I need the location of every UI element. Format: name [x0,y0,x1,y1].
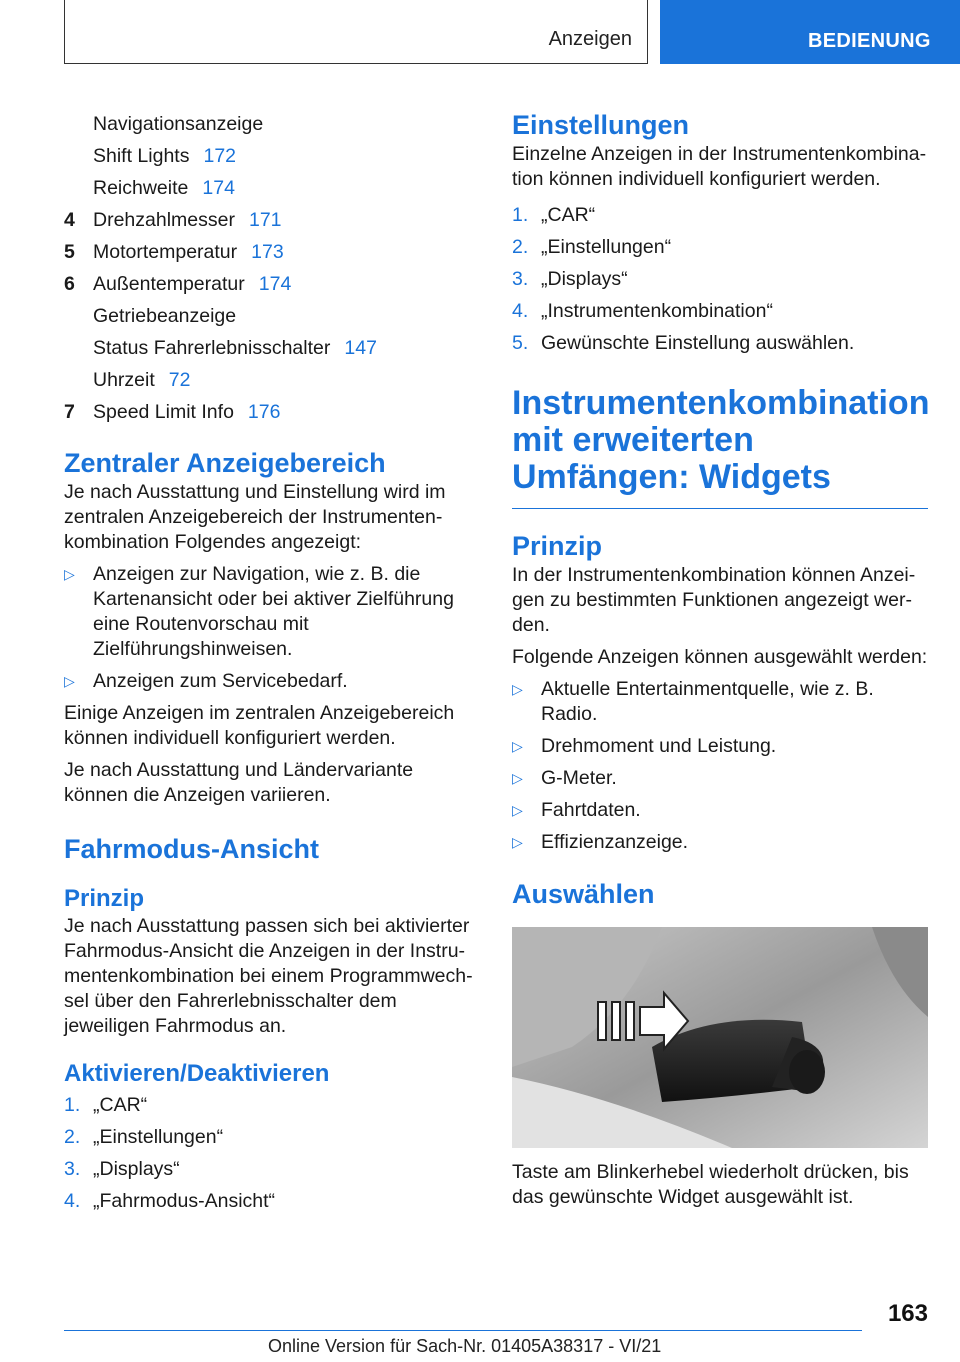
legend-item: Navigationsanzeige [93,113,264,135]
widget-bullet-list [512,677,928,855]
step-item: 2. „Einstellungen“ [64,1126,224,1148]
page-ref-link[interactable]: 173 [251,241,284,263]
folgende-text: Folgende Anzeigen können ausgewählt werden: [512,646,928,668]
list-item: ▷ Anzeigen zur Navigation, wie z. B. die Kartenansicht oder bei aktiver Zielführung eine Routenvorschau mit Zielführungshinweisen. [64,563,454,660]
triangle-bullet-icon: ▷ [512,834,523,850]
fahrmodus-heading: Fahrmodus-Ansicht [64,834,320,864]
triangle-bullet-icon: ▷ [512,770,523,786]
list-item: ▷ Fahrtdaten. [512,799,641,821]
page-ref-link[interactable]: 174 [202,177,235,199]
einstellungen-steps [512,199,928,359]
step-item: 2. „Einstellungen“ [512,236,672,258]
step-item: 5. Gewünschte Einstellung auswählen. [512,332,855,354]
list-item: ▷ Anzeigen zum Servicebedarf. [64,670,348,692]
triangle-bullet-icon: ▷ [512,738,523,754]
list-item: ▷ Drehmoment und Leistung. [512,735,777,757]
legend-item: Shift Lights 172 [64,140,480,172]
page-number: 163 [887,1300,928,1327]
step-item: 3. „Displays“ [512,268,628,290]
legend-item: 6 Außentemperatur 174 [64,268,480,300]
page-ref-link[interactable]: 72 [168,369,191,391]
prinzip-heading: Prinzip [64,885,145,912]
legend-list [64,108,480,428]
prinzip-text: Je nach Ausstattung passen sich bei aktivierter Fahrmodus-Ansicht die Anzeigen in der Instrumentenkombination bei einem Programmwechsel über den Fahrerlebnisschalter dem jeweiligen Fahrmodus an. [64,915,473,1037]
list-item: ▷ Aktuelle Entertainmentquelle, wie z. B. Radio. [512,678,874,725]
auswaehlen-heading: Auswählen [512,879,655,909]
einstellungen-text: Einzelne Anzeigen in der Instrumentenkombination können individuell konfiguriert werden. [512,143,927,190]
list-item: ▷ Effizienzanzeige. [512,831,689,853]
page-ref-link[interactable]: 171 [248,209,282,231]
zentral-paragraph: Einige Anzeigen im zentralen Anzeigebereich können individuell konfiguriert werden. [64,702,455,749]
zentral-intro: Je nach Ausstattung und Einstellung wird im zentralen Anzeigebereich der Instrumentenkombination Folgendes angezeigt: [64,481,446,553]
triangle-bullet-icon: ▷ [64,673,75,689]
turn-signal-lever-image [512,927,928,1148]
list-item: ▷ G-Meter. [512,767,617,789]
step-item: 3. „Displays“ [64,1158,180,1180]
aktivieren-heading: Aktivieren/Deaktivieren [64,1060,330,1087]
legend-item: Status Fahrerlebnisschalter 147 [64,332,480,364]
legend-item: Uhrzeit 72 [64,364,480,396]
step-item: 4. „Fahrmodus-Ansicht“ [64,1190,276,1212]
prinzip-text-right: In der Instrumentenkombination können Anzeigen zu bestimmten Funktionen angezeigt werden. [512,564,916,636]
legend-item: Reichweite 174 [64,172,480,204]
aktivieren-steps [64,1089,480,1217]
page-ref-link[interactable]: 174 [258,273,292,295]
step-item: 1. „CAR“ [512,204,596,226]
image-caption: Taste am Blinkerhebel wiederholt drücken, bis das gewünschte Widget ausgewählt ist. [512,1161,909,1208]
header-section-title: Anzeigen [548,28,632,50]
page-ref-link[interactable]: 172 [203,145,237,167]
zentral-bullet-list [64,562,480,694]
legend-item: 7 Speed Limit Info 176 [64,396,480,428]
legend-item: 4 Drehzahlmesser 171 [64,204,480,236]
step-item: 1. „CAR“ [64,1094,148,1116]
zentral-heading: Zentraler Anzeigebereich [64,448,386,478]
triangle-bullet-icon: ▷ [512,681,523,697]
step-item: 4. „Instrumentenkombination“ [512,300,773,322]
header-chapter-tab[interactable]: BEDIENUNG [660,0,960,64]
footer-divider [64,1330,862,1331]
right-column [512,108,928,1210]
left-column [64,108,480,1217]
page-ref-link[interactable]: 147 [344,337,377,359]
widgets-heading-block [512,385,928,509]
legend-item: 5 Motortemperatur 173 [64,236,480,268]
triangle-bullet-icon: ▷ [64,566,75,582]
footer-online-version: Online Version für Sach-Nr. 01405A38317 - VI/21 [268,1336,662,1356]
prinzip-heading-right: Prinzip [512,531,603,561]
einstellungen-heading: Einstellungen [512,110,690,140]
zentral-paragraph: Je nach Ausstattung und Ländervariante können die Anzeigen variieren. [64,759,414,806]
triangle-bullet-icon: ▷ [512,802,523,818]
legend-item: Getriebeanzeige [93,305,237,327]
page-ref-link[interactable]: 176 [247,401,281,423]
widgets-heading: Instrumentenkombination mit erweiterten Umfängen: Widgets [512,384,930,496]
